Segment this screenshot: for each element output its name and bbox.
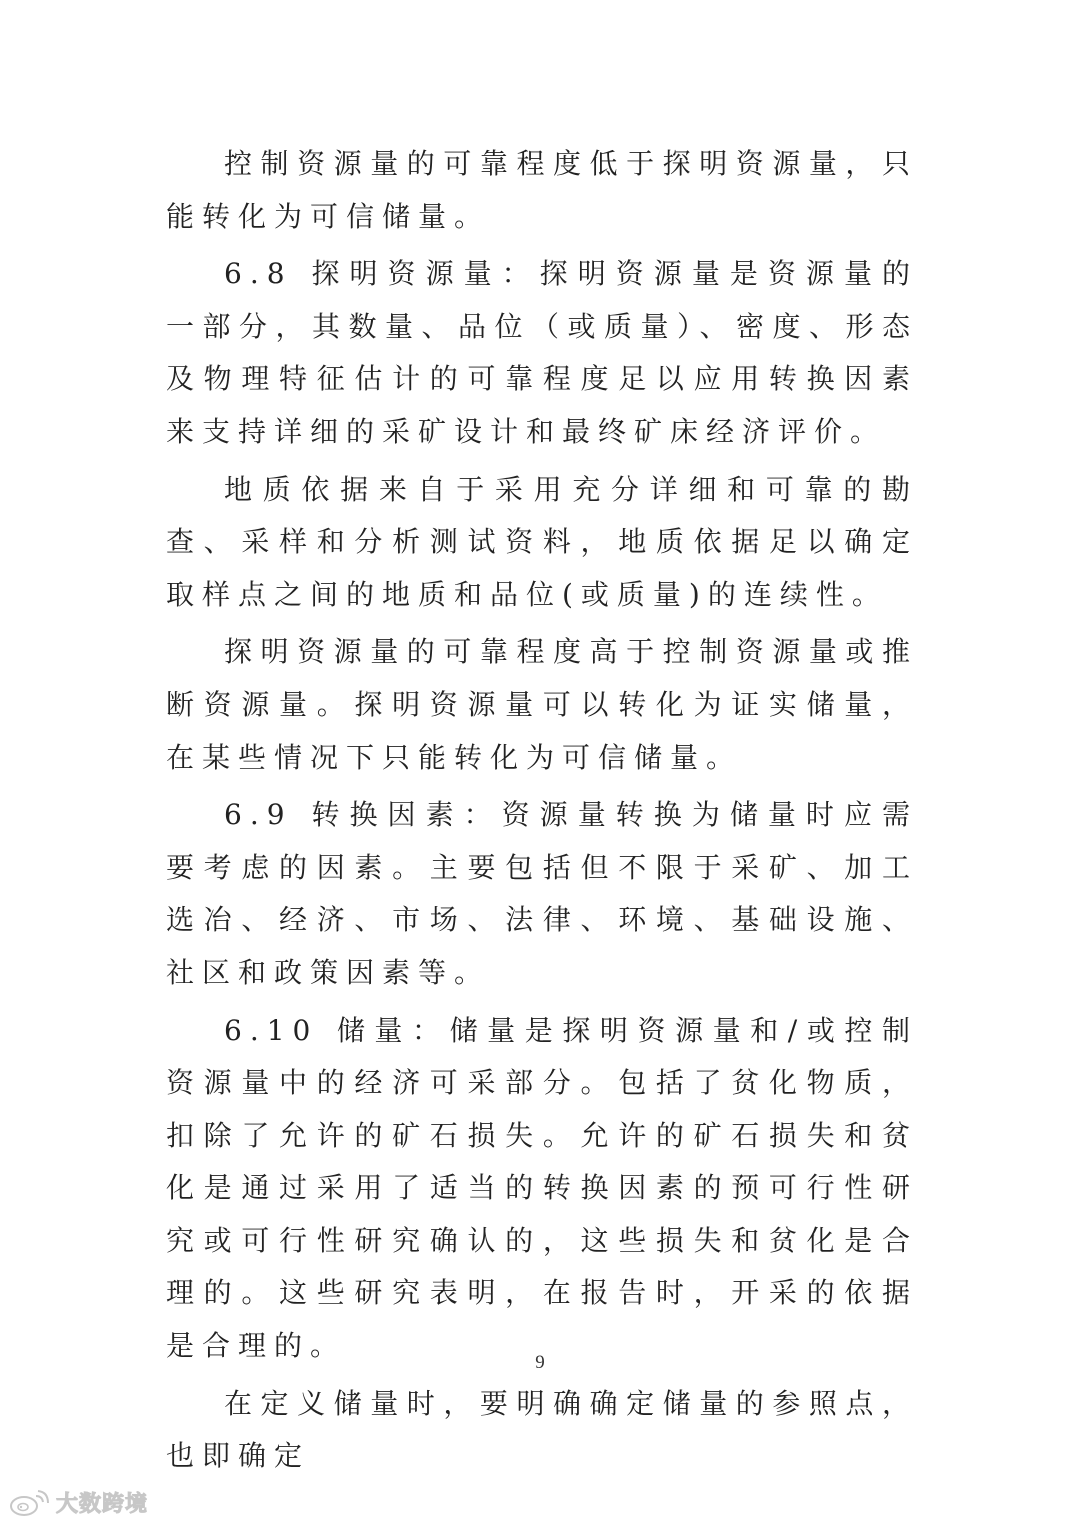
body-text bbox=[166, 138, 918, 1483]
weibo-like-logo-icon bbox=[8, 1488, 52, 1518]
page-number: 9 bbox=[535, 1352, 545, 1373]
paragraph: 在定义储量时，要明确确定储量的参照点，也即确定 bbox=[166, 1386, 918, 1473]
paragraph: 6.9 转换因素：资源量转换为储量时应需要考虑的因素。主要包括但不限于采矿、加工选冶、经济、市场、法律、环境、基础设施、社区和政策因素等。 bbox=[166, 798, 918, 989]
paragraph: 探明资源量的可靠程度高于控制资源量或推断资源量。探明资源量可以转化为证实储量，在某些情况下只能转化为可信储量。 bbox=[166, 635, 918, 774]
paragraph: 6.10 储量：储量是探明资源量和/或控制资源量中的经济可采部分。包括了贫化物质，扣除了允许的矿石损失。允许的矿石损失和贫化是通过采用了适当的转换因素的预可行性研究或可行性研究确认的，这些损失和贫化是合理的。这些研究表明，在报告时，开采的依据是合理的。 bbox=[166, 1013, 918, 1363]
paragraph: 6.8 探明资源量：探明资源量是资源量的一部分，其数量、品位（或质量）、密度、形态及物理特征估计的可靠程度足以应用转换因素来支持详细的采矿设计和最终矿床经济评价。 bbox=[166, 257, 918, 448]
paragraph: 控制资源量的可靠程度低于探明资源量，只能转化为可信储量。 bbox=[166, 147, 918, 233]
watermark-text: 大数跨境 bbox=[56, 1492, 149, 1517]
paragraph: 地质依据来自于采用充分详细和可靠的勘查、采样和分析测试资料，地质依据足以确定取样点之间的地质和品位(或质量)的连续性。 bbox=[166, 472, 918, 611]
watermark bbox=[8, 1487, 148, 1518]
